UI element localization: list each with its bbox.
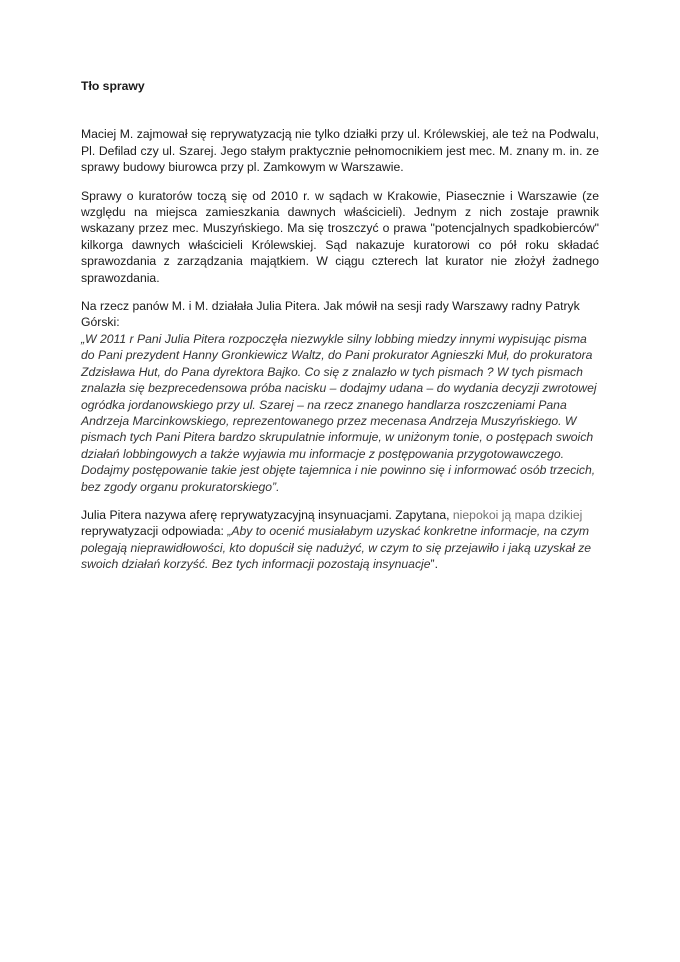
paragraph-curators: Sprawy o kuratorów toczą się od 2010 r. w sądach w Krakowie, Piasecznie i Warszawie (ze względu na miejsca zamieszkania dawnych właścicieli). Jednym z nich zostaje prawnik wskazany przez mec. Muszyńskiego. Ma się troszczyć o prawa "potencjalnych spadkobierców" kilkorga dawnych właścicieli Królewskiej. Sąd nakazuje kuratorowi co pół roku składać sprawozdania z zarządzania majątkiem. W ciągu czterech lat kurator nie złożył żadnego sprawozdania. — [81, 188, 599, 285]
section-heading: Tło sprawy — [81, 79, 145, 93]
pitera-quote: „Aby to ocenić musiałabym uzyskać konkretne informacje, na czym polegają nieprawidłowości, kto dopuścił się nadużyć, w czym to się przejawiło i jaką uzyskał ze swoich działań korzyść. Bez tych informacji pozostają insynuacje — [81, 524, 592, 572]
paragraph-pitera-response — [81, 507, 599, 573]
councillor-quote: „W 2011 r Pani Julia Pitera rozpoczęła niezwykle silny lobbing miedzy innymi wypisując pisma do Pani prezydent Hanny Gronkiewicz Waltz, do Pani prokurator Agnieszki Muł, do prokuratora Zdzisława Hut, do Pana dyrektora Bajko. Co się z znalazło w tych pismach ? W tych pismach znalazła się bezprecedensowa próba nacisku – dodajmy udana – do wydania decyzji zwrotowej ogródka jordanowskiego przy ul. Szarej – na rzecz znanego handlarza roszczeniami Pana Andrzeja Marcinkowskiego, reprezentowanego przez mecenasa Andrzeja Muszyńskiego. W pismach tych Pani Pitera bardzo skrupulatnie informuje, w uniżonym tonie, o postępach swoich działań lobbingowych a także wyjawia mu informacje z postępowania przygotowawczego. Dodajmy postępowanie takie jest objęte tajemnica i nie powinno się i informować osób trzecich, bez zgody organu prokuratorskiego”. — [81, 331, 597, 494]
highlighted-text: niepokoi ją mapa dzikiej — [452, 507, 583, 522]
response-lead-text: reprywatyzacji odpowiada: — [81, 524, 228, 539]
document-body — [81, 78, 599, 585]
paragraph-intro-text: Na rzecz panów M. i M. działała Julia Pitera. Jak mówił na sesji rady Warszawy radny Patryk Górski: — [81, 299, 580, 330]
paragraph-pitera-quote — [81, 298, 599, 495]
response-intro-text: Julia Pitera nazywa aferę reprywatyzacyjną insynuacjami. Zapytana, — [81, 507, 453, 522]
paragraph-background: Maciej M. zajmował się reprywatyzacją nie tylko działki przy ul. Królewskiej, ale też na Podwalu, Pl. Defilad czy ul. Szarej. Jego stałym praktycznie pełnomocnikiem jest mec. M. znany m. in. ze sprawy budowy biurowca przy pl. Zamkowym w Warszawie. — [81, 127, 599, 175]
quote-end-mark: ”. — [430, 557, 438, 572]
